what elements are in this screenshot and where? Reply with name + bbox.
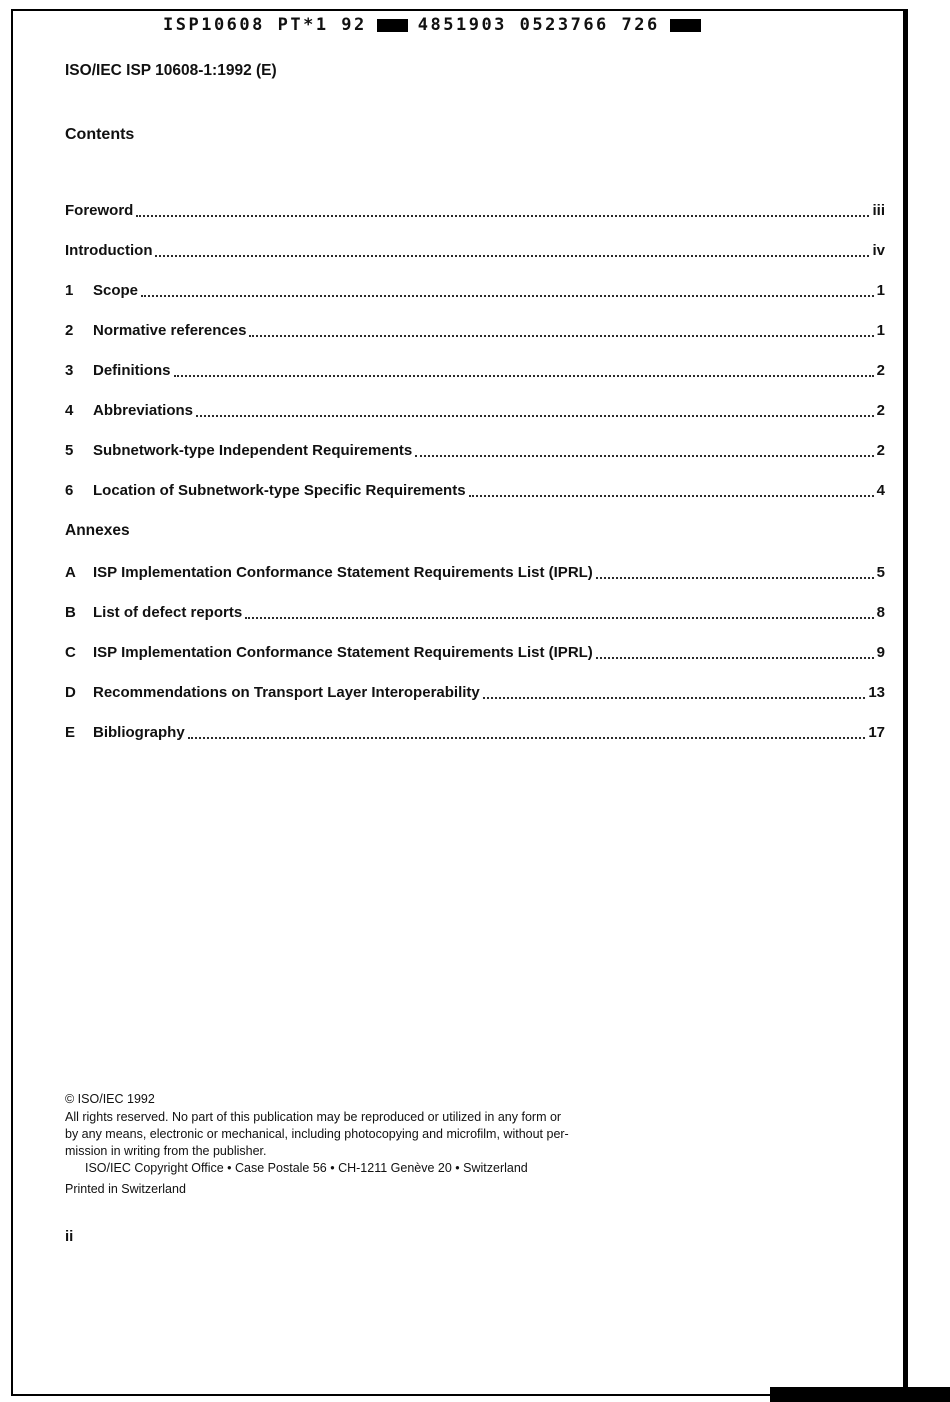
toc-row-introduction [65, 242, 885, 260]
toc-leader-dots [596, 657, 874, 659]
toc-entry-label: Introduction [65, 242, 153, 259]
toc-row-section-1 [65, 282, 885, 300]
toc-entry-page: 5 [876, 564, 885, 581]
rights-text-line: All rights reserved. No part of this publication may be reproduced or utilized in any form or [65, 1110, 562, 1124]
page-number: ii [65, 1228, 74, 1245]
toc-entry-page: iii [872, 202, 885, 219]
toc-entry-page: 2 [876, 362, 885, 379]
toc-entry-number: 3 [65, 362, 74, 379]
toc-row-section-4 [65, 402, 885, 420]
toc-row-section-6 [65, 482, 885, 500]
toc-entry-page: 1 [876, 322, 885, 339]
toc-row-annex-a [65, 564, 885, 582]
printed-in-line: Printed in Switzerland [65, 1182, 186, 1196]
toc-entry-label: Definitions [93, 362, 171, 379]
toc-entry-page: 2 [876, 442, 885, 459]
toc-entry-number: E [65, 724, 76, 741]
toc-entry-page: iv [872, 242, 885, 259]
toc-entry-number: 5 [65, 442, 74, 459]
toc-entry-label: Normative references [93, 322, 247, 339]
toc-row-annex-d [65, 684, 885, 702]
toc-entry-page: 13 [868, 684, 885, 701]
toc-leader-dots [155, 255, 869, 257]
rights-text-line: mission in writing from the publisher. [65, 1144, 267, 1158]
toc-entry-label: ISP Implementation Conformance Statement Requirements List (IPRL) [93, 644, 593, 661]
contents-heading: Contents [65, 126, 135, 143]
toc-leader-dots [245, 617, 873, 619]
machine-code-right: 4851903 0523766 726 [417, 15, 660, 35]
copyright-office-address: ISO/IEC Copyright Office • Case Postale 56 • CH-1211 Genève 20 • Switzerland [85, 1161, 528, 1175]
toc-entry-number: A [65, 564, 76, 581]
toc-leader-dots [596, 577, 874, 579]
toc-entry-label: ISP Implementation Conformance Statement Requirements List (IPRL) [93, 564, 593, 581]
toc-row-section-5 [65, 442, 885, 460]
toc-leader-dots [415, 455, 873, 457]
toc-entry-label: List of defect reports [93, 604, 243, 621]
redaction-bar [377, 19, 408, 32]
toc-leader-dots [141, 295, 874, 297]
toc-entry-label: Foreword [65, 202, 134, 219]
toc-entry-label: Abbreviations [93, 402, 194, 419]
toc-leader-dots [249, 335, 873, 337]
toc-row-annex-c [65, 644, 885, 662]
toc-entry-number: 1 [65, 282, 74, 299]
toc-row-section-3 [65, 362, 885, 380]
toc-entry-label: Location of Subnetwork-type Specific Requirements [93, 482, 466, 499]
machine-header [0, 0, 950, 35]
toc-entry-label: Scope [93, 282, 139, 299]
toc-entry-page: 1 [876, 282, 885, 299]
toc-leader-dots [483, 697, 866, 699]
toc-entry-number: 6 [65, 482, 74, 499]
toc-row-annex-b [65, 604, 885, 622]
toc-entry-page: 17 [868, 724, 885, 741]
toc-leader-dots [174, 375, 874, 377]
toc-leader-dots [136, 215, 869, 217]
table-of-contents [65, 202, 885, 742]
document-id: ISO/IEC ISP 10608-1:1992 (E) [65, 62, 277, 79]
toc-entry-number: C [65, 644, 76, 661]
toc-entry-number: B [65, 604, 76, 621]
copyright-notice: © ISO/IEC 1992 [65, 1092, 155, 1106]
toc-leader-dots [188, 737, 866, 739]
annexes-heading: Annexes [65, 522, 130, 539]
scan-artifact-bar [770, 1387, 950, 1402]
toc-entry-number: 4 [65, 402, 74, 419]
machine-code-left: ISP10608 PT*1 92 [163, 15, 367, 35]
toc-entry-page: 4 [876, 482, 885, 499]
toc-leader-dots [196, 415, 874, 417]
toc-row-section-2 [65, 322, 885, 340]
rights-text-line: by any means, electronic or mechanical, including photocopying and microfilm, without per- [65, 1127, 569, 1141]
toc-entry-label: Subnetwork-type Independent Requirements [93, 442, 413, 459]
toc-entry-number: 2 [65, 322, 74, 339]
toc-entry-page: 2 [876, 402, 885, 419]
toc-leader-dots [469, 495, 874, 497]
toc-entry-label: Recommendations on Transport Layer Interoperability [93, 684, 480, 701]
toc-row-foreword [65, 202, 885, 220]
toc-entry-number: D [65, 684, 76, 701]
redaction-bar [670, 19, 701, 32]
toc-entry-page: 8 [876, 604, 885, 621]
copyright-imprint [65, 1091, 605, 1198]
toc-entry-page: 9 [876, 644, 885, 661]
toc-row-annex-e [65, 724, 885, 742]
toc-entry-label: Bibliography [93, 724, 185, 741]
